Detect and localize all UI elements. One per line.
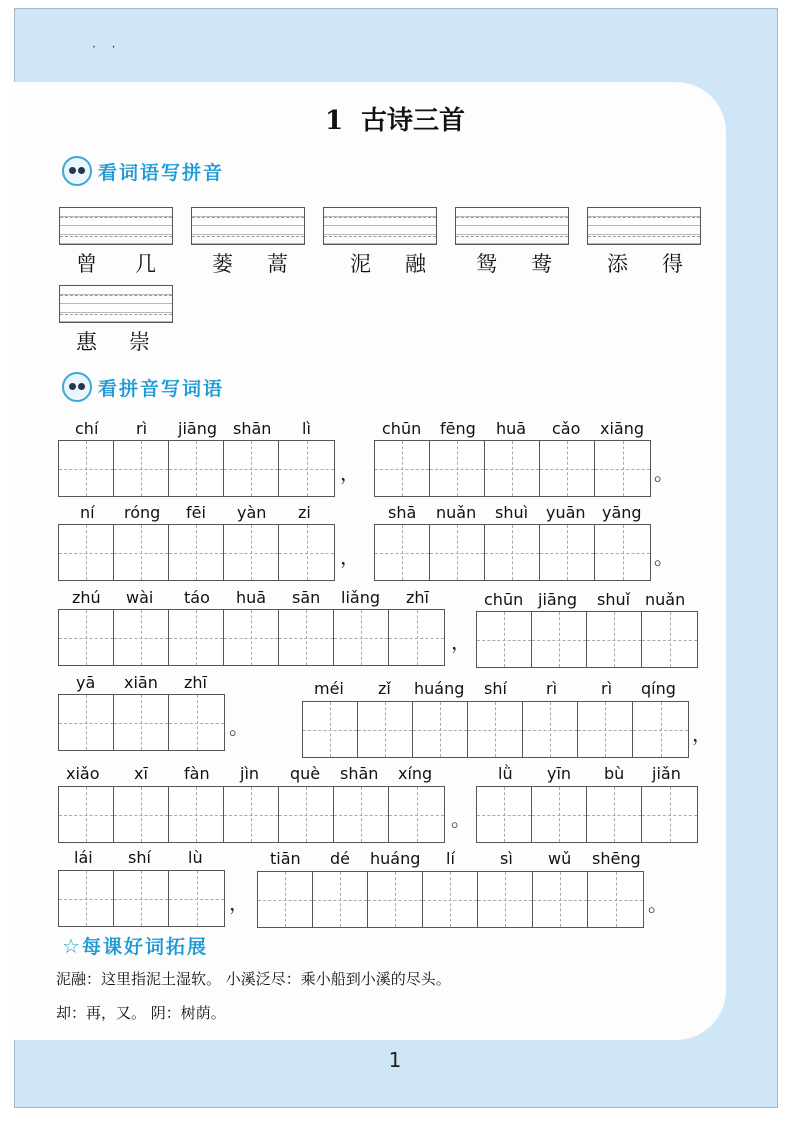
pinyin-syllable: sān <box>292 588 321 607</box>
pinyin-syllable: shēng <box>592 849 641 868</box>
section-label: 看拼音写词语 <box>98 377 225 400</box>
pinyin-syllable: nuǎn <box>645 590 686 609</box>
word-char: 曾 <box>76 252 97 276</box>
pinyin-syllable: zi <box>298 503 311 522</box>
pinyin-syllable: fēi <box>186 503 206 522</box>
pinyin-syllable: chūn <box>484 590 524 609</box>
pinyin-syllable: xiāng <box>600 419 645 438</box>
pinyin-syllable: shā <box>388 503 417 522</box>
pinyin-syllable: tiān <box>270 849 301 868</box>
punctuation: 。 <box>648 892 668 916</box>
pinyin-syllable: liǎng <box>341 588 380 607</box>
word-char: 惠 <box>76 330 97 354</box>
punctuation: ， <box>340 545 360 569</box>
corner-dots: · · <box>92 40 122 54</box>
pinyin-syllable: wǔ <box>548 849 572 868</box>
section-head-pinyin <box>62 156 224 186</box>
char-grid[interactable] <box>58 694 225 751</box>
word-char: 崇 <box>129 330 150 354</box>
pinyin-syllable: yàn <box>237 503 267 522</box>
word-item <box>607 248 683 278</box>
pinyin-syllable: yā <box>76 673 96 692</box>
pinyin-syllable: xiǎo <box>66 764 100 783</box>
pinyin-syllable: rì <box>136 419 148 438</box>
pinyin-syllable: fàn <box>184 764 210 783</box>
pinyin-syllable: jiāng <box>538 590 577 609</box>
pinyin-syllable: bù <box>604 764 625 783</box>
pinyin-writebox[interactable] <box>587 207 701 245</box>
pinyin-syllable: méi <box>314 679 344 698</box>
pinyin-syllable: fēng <box>440 419 476 438</box>
word-char: 鸳 <box>476 252 497 276</box>
pinyin-syllable: zhī <box>406 588 429 607</box>
lesson-number: 1 <box>324 106 344 136</box>
word-char: 融 <box>405 252 426 276</box>
char-grid[interactable] <box>302 701 689 758</box>
pinyin-syllable: sì <box>500 849 513 868</box>
char-grid[interactable] <box>374 440 651 497</box>
pinyin-syllable: shān <box>233 419 272 438</box>
char-grid[interactable] <box>58 609 445 666</box>
pinyin-syllable: jiāng <box>178 419 217 438</box>
punctuation: ， <box>340 461 360 485</box>
pinyin-syllable: ní <box>80 503 95 522</box>
pinyin-syllable: chí <box>75 419 99 438</box>
char-grid[interactable] <box>58 440 335 497</box>
pinyin-syllable: lái <box>74 848 93 867</box>
panda-icon <box>62 156 92 186</box>
pinyin-syllable: shān <box>340 764 379 783</box>
pinyin-syllable: shí <box>128 848 151 867</box>
section-head-vocab <box>62 932 208 959</box>
word-char: 得 <box>662 252 683 276</box>
punctuation: 。 <box>451 807 471 831</box>
pinyin-syllable: lì <box>302 419 311 438</box>
word-char: 鸯 <box>531 252 552 276</box>
char-grid[interactable] <box>58 870 225 927</box>
lesson-title <box>0 100 790 137</box>
word-item <box>76 326 150 356</box>
pinyin-syllable: róng <box>124 503 161 522</box>
section-label: 每课好词拓展 <box>81 936 208 958</box>
pinyin-syllable: nuǎn <box>436 503 477 522</box>
pinyin-syllable: shuì <box>495 503 529 522</box>
punctuation: 。 <box>654 461 674 485</box>
pinyin-syllable: wài <box>126 588 154 607</box>
char-grid[interactable] <box>476 611 698 668</box>
char-grid[interactable] <box>257 871 644 928</box>
pinyin-syllable: huā <box>496 419 527 438</box>
char-grid[interactable] <box>374 524 651 581</box>
pinyin-syllable: jìn <box>240 764 260 783</box>
note-line: 却：再，又。 阴：树荫。 <box>56 1004 226 1022</box>
word-char: 蒿 <box>267 252 288 276</box>
pinyin-syllable: chūn <box>382 419 422 438</box>
pinyin-syllable: yāng <box>602 503 642 522</box>
word-item <box>476 248 552 278</box>
pinyin-syllable: shuǐ <box>597 590 631 609</box>
pinyin-writebox[interactable] <box>455 207 569 245</box>
punctuation: ， <box>229 891 249 915</box>
pinyin-syllable: què <box>290 764 321 783</box>
pinyin-writebox[interactable] <box>59 207 173 245</box>
pinyin-syllable: xíng <box>398 764 433 783</box>
pinyin-syllable: zhī <box>184 673 207 692</box>
pinyin-syllable: táo <box>184 588 210 607</box>
pinyin-writebox[interactable] <box>191 207 305 245</box>
pinyin-syllable: rì <box>546 679 558 698</box>
word-char: 几 <box>135 252 156 276</box>
pinyin-syllable: lù <box>188 848 203 867</box>
note-line: 泥融：这里指泥土湿软。 小溪泛尽：乘小船到小溪的尽头。 <box>56 970 451 988</box>
pinyin-syllable: shí <box>484 679 507 698</box>
star-icon: ☆ <box>62 933 80 958</box>
pinyin-syllable: lí <box>446 849 455 868</box>
pinyin-writebox[interactable] <box>323 207 437 245</box>
pinyin-syllable: yuān <box>546 503 586 522</box>
pinyin-syllable: qíng <box>641 679 676 698</box>
word-item <box>350 248 426 278</box>
pinyin-syllable: lǜ <box>498 764 513 783</box>
pinyin-syllable: huā <box>236 588 267 607</box>
pinyin-syllable: xī <box>134 764 148 783</box>
punctuation: 。 <box>229 715 249 739</box>
pinyin-syllable: jiǎn <box>652 764 681 783</box>
word-item <box>212 248 288 278</box>
char-grid[interactable] <box>58 786 445 843</box>
char-grid[interactable] <box>58 524 335 581</box>
pinyin-syllable: xiān <box>124 673 158 692</box>
word-char: 泥 <box>350 252 371 276</box>
pinyin-syllable: zhú <box>72 588 101 607</box>
pinyin-syllable: huáng <box>370 849 421 868</box>
char-grid[interactable] <box>476 786 698 843</box>
pinyin-syllable: cǎo <box>552 419 581 438</box>
punctuation: ， <box>692 722 712 746</box>
pinyin-syllable: zǐ <box>378 679 391 698</box>
pinyin-writebox[interactable] <box>59 285 173 323</box>
word-item <box>76 248 156 278</box>
lesson-title-text: 古诗三首 <box>361 106 466 136</box>
section-label: 看词语写拼音 <box>98 161 225 184</box>
section-head-words <box>62 372 224 402</box>
panda-icon <box>62 372 92 402</box>
pinyin-syllable: yīn <box>547 764 572 783</box>
page-number: 1 <box>388 1048 402 1072</box>
punctuation: 。 <box>654 545 674 569</box>
punctuation: ， <box>451 630 471 654</box>
pinyin-syllable: huáng <box>414 679 465 698</box>
pinyin-syllable: dé <box>330 849 350 868</box>
word-char: 添 <box>607 252 628 276</box>
word-char: 蒌 <box>212 252 233 276</box>
pinyin-syllable: rì <box>601 679 613 698</box>
